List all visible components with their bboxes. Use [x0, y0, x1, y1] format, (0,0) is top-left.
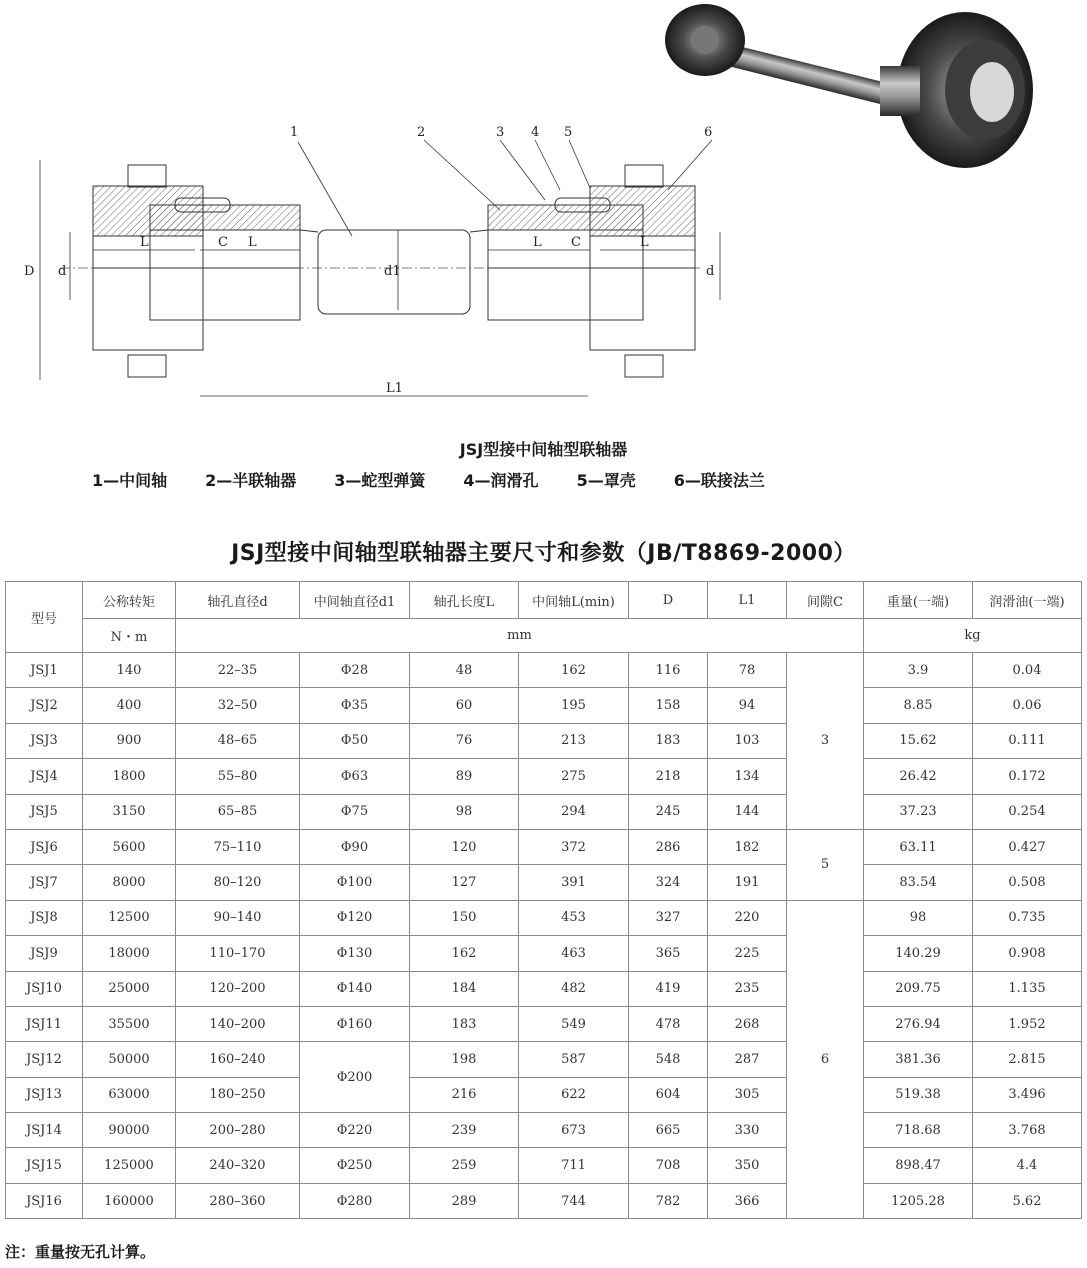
cell-oil: 2.815	[973, 1042, 1082, 1077]
cell-torque: 25000	[83, 971, 176, 1006]
cell-shaft-dia: Φ160	[300, 1006, 410, 1041]
cell-bore-length: 183	[410, 1006, 519, 1041]
cell-oil: 0.908	[973, 936, 1082, 971]
table-row	[6, 1077, 1082, 1112]
cell-D: 245	[629, 794, 708, 829]
cell-torque: 63000	[83, 1077, 176, 1112]
cell-model: JSJ16	[6, 1183, 83, 1218]
cell-oil: 4.4	[973, 1148, 1082, 1183]
cell-model: JSJ2	[6, 688, 83, 723]
cell-D: 665	[629, 1113, 708, 1148]
dim-L-left: L	[140, 235, 149, 250]
cell-shaft-length: 587	[519, 1042, 629, 1077]
header-gap: 间隙C	[787, 582, 864, 619]
cell-gap: 3	[787, 653, 864, 830]
cell-shaft-length: 213	[519, 723, 629, 758]
cell-oil: 0.427	[973, 829, 1082, 864]
cell-model: JSJ4	[6, 759, 83, 794]
cell-model: JSJ15	[6, 1148, 83, 1183]
table-row	[6, 688, 1082, 723]
cell-model: JSJ12	[6, 1042, 83, 1077]
table-row	[6, 1148, 1082, 1183]
cell-D: 218	[629, 759, 708, 794]
table-row	[6, 794, 1082, 829]
cell-torque: 3150	[83, 794, 176, 829]
cell-L1: 305	[708, 1077, 787, 1112]
header-oil: 润滑油(一端)	[973, 582, 1082, 619]
part-3-label: 3	[496, 125, 505, 140]
cell-shaft-length: 275	[519, 759, 629, 794]
table-title: JSJ型接中间轴型联轴器主要尺寸和参数（JB/T8869-2000）	[231, 541, 856, 566]
cell-shaft-dia: Φ120	[300, 900, 410, 935]
cell-shaft-dia: Φ100	[300, 865, 410, 900]
cell-oil: 0.04	[973, 653, 1082, 688]
cell-shaft-length: 622	[519, 1077, 629, 1112]
cell-model: JSJ11	[6, 1006, 83, 1041]
cell-bore: 90–140	[176, 900, 300, 935]
cell-model: JSJ10	[6, 971, 83, 1006]
cell-torque: 160000	[83, 1183, 176, 1218]
cell-D: 548	[629, 1042, 708, 1077]
table-row	[6, 971, 1082, 1006]
cell-bore: 240–320	[176, 1148, 300, 1183]
cell-shaft-dia: Φ280	[300, 1183, 410, 1218]
cell-gap: 6	[787, 900, 864, 1219]
cell-D: 183	[629, 723, 708, 758]
cell-bore-length: 289	[410, 1183, 519, 1218]
cell-L1: 268	[708, 1006, 787, 1041]
cell-oil: 1.135	[973, 971, 1082, 1006]
table-row	[6, 653, 1082, 688]
part-number-labels	[290, 125, 712, 140]
cell-D: 158	[629, 688, 708, 723]
dim-L1: L1	[386, 381, 403, 396]
cell-bore: 75–110	[176, 829, 300, 864]
cell-weight: 26.42	[864, 759, 973, 794]
table-row	[6, 1113, 1082, 1148]
coupling-drawing	[0, 0, 1087, 430]
cell-shaft-dia: Φ90	[300, 829, 410, 864]
dim-C-left: C	[218, 235, 228, 250]
cell-weight: 898.47	[864, 1148, 973, 1183]
cell-bore-length: 184	[410, 971, 519, 1006]
cell-model: JSJ3	[6, 723, 83, 758]
cell-D: 782	[629, 1183, 708, 1218]
spec-table	[5, 581, 1082, 1219]
cell-weight: 8.85	[864, 688, 973, 723]
legend-item: 4—润滑孔	[463, 471, 539, 490]
cell-bore-length: 216	[410, 1077, 519, 1112]
cell-L1: 235	[708, 971, 787, 1006]
cell-bore: 140–200	[176, 1006, 300, 1041]
cell-weight: 83.54	[864, 865, 973, 900]
product-photo	[665, 4, 1033, 168]
unit-kg: kg	[864, 619, 1082, 653]
dim-d1: d1	[384, 264, 401, 279]
cell-oil: 0.172	[973, 759, 1082, 794]
cell-shaft-length: 711	[519, 1148, 629, 1183]
cell-oil: 1.952	[973, 1006, 1082, 1041]
cell-bore-length: 76	[410, 723, 519, 758]
cell-weight: 276.94	[864, 1006, 973, 1041]
legend-item: 2—半联轴器	[205, 471, 297, 490]
table-row	[6, 936, 1082, 971]
cell-bore: 280–360	[176, 1183, 300, 1218]
unit-mm: mm	[176, 619, 864, 653]
table-row	[6, 900, 1082, 935]
cell-model: JSJ5	[6, 794, 83, 829]
header-torque: 公称转矩	[83, 582, 176, 619]
dim-L-right2: L	[640, 235, 649, 250]
cell-bore: 110–170	[176, 936, 300, 971]
cell-bore-length: 239	[410, 1113, 519, 1148]
cell-torque: 125000	[83, 1148, 176, 1183]
cell-bore-length: 198	[410, 1042, 519, 1077]
cell-model: JSJ8	[6, 900, 83, 935]
cell-D: 708	[629, 1148, 708, 1183]
cell-shaft-dia: Φ35	[300, 688, 410, 723]
cell-model: JSJ7	[6, 865, 83, 900]
cell-L1: 287	[708, 1042, 787, 1077]
cell-bore: 160–240	[176, 1042, 300, 1077]
table-row	[6, 723, 1082, 758]
cell-L1: 366	[708, 1183, 787, 1218]
cell-oil: 0.111	[973, 723, 1082, 758]
cell-weight: 15.62	[864, 723, 973, 758]
table-row	[6, 1183, 1082, 1218]
header-shaft-length: 中间轴L(min)	[519, 582, 629, 619]
cell-shaft-dia: Φ140	[300, 971, 410, 1006]
cell-L1: 182	[708, 829, 787, 864]
cell-bore-length: 89	[410, 759, 519, 794]
cell-D: 478	[629, 1006, 708, 1041]
cell-L1: 220	[708, 900, 787, 935]
cell-bore-length: 60	[410, 688, 519, 723]
cell-torque: 5600	[83, 829, 176, 864]
cell-weight: 3.9	[864, 653, 973, 688]
cell-D: 327	[629, 900, 708, 935]
cell-oil: 3.496	[973, 1077, 1082, 1112]
cell-bore: 48–65	[176, 723, 300, 758]
cell-L1: 103	[708, 723, 787, 758]
part-5-label: 5	[564, 125, 573, 140]
cell-oil: 5.62	[973, 1183, 1082, 1218]
cell-bore-length: 259	[410, 1148, 519, 1183]
cell-L1: 330	[708, 1113, 787, 1148]
header-bore-length: 轴孔长度L	[410, 582, 519, 619]
cell-shaft-length: 294	[519, 794, 629, 829]
legend-item: 6—联接法兰	[673, 471, 765, 490]
cell-bore-length: 48	[410, 653, 519, 688]
header-weight: 重量(一端)	[864, 582, 973, 619]
part-6-label: 6	[704, 125, 713, 140]
cell-weight: 718.68	[864, 1113, 973, 1148]
part-1-label: 1	[290, 125, 299, 140]
cell-torque: 1800	[83, 759, 176, 794]
legend-item: 5—罩壳	[576, 471, 636, 490]
cell-shaft-length: 162	[519, 653, 629, 688]
cell-L1: 191	[708, 865, 787, 900]
cell-D: 604	[629, 1077, 708, 1112]
cell-weight: 209.75	[864, 971, 973, 1006]
cell-weight: 519.38	[864, 1077, 973, 1112]
cell-shaft-dia: Φ220	[300, 1113, 410, 1148]
cell-shaft-length: 463	[519, 936, 629, 971]
cell-D: 286	[629, 829, 708, 864]
cell-torque: 12500	[83, 900, 176, 935]
right-half-coupling	[488, 165, 695, 377]
header-shaft-dia: 中间轴直径d1	[300, 582, 410, 619]
cell-oil: 0.254	[973, 794, 1082, 829]
cell-shaft-length: 453	[519, 900, 629, 935]
dim-D: D	[24, 264, 35, 279]
cell-model: JSJ14	[6, 1113, 83, 1148]
cell-weight: 381.36	[864, 1042, 973, 1077]
cell-L1: 134	[708, 759, 787, 794]
cell-bore-length: 120	[410, 829, 519, 864]
cell-L1: 350	[708, 1148, 787, 1183]
cell-shaft-dia: Φ28	[300, 653, 410, 688]
cell-shaft-dia: Φ130	[300, 936, 410, 971]
cell-torque: 400	[83, 688, 176, 723]
cell-shaft-length: 391	[519, 865, 629, 900]
cell-bore: 120–200	[176, 971, 300, 1006]
cell-shaft-dia: Φ75	[300, 794, 410, 829]
cell-bore-length: 98	[410, 794, 519, 829]
cell-weight: 140.29	[864, 936, 973, 971]
header-D: D	[629, 582, 708, 619]
cell-bore-length: 127	[410, 865, 519, 900]
dim-L-right: L	[533, 235, 542, 250]
cell-bore: 22–35	[176, 653, 300, 688]
cell-torque: 18000	[83, 936, 176, 971]
cell-L1: 225	[708, 936, 787, 971]
cell-torque: 140	[83, 653, 176, 688]
cell-weight: 63.11	[864, 829, 973, 864]
cell-shaft-dia: Φ50	[300, 723, 410, 758]
cell-oil: 3.768	[973, 1113, 1082, 1148]
cell-model: JSJ9	[6, 936, 83, 971]
cell-oil: 0.508	[973, 865, 1082, 900]
cell-shaft-length: 744	[519, 1183, 629, 1218]
part-2-label: 2	[417, 125, 426, 140]
cell-gap: 5	[787, 829, 864, 900]
cell-weight: 98	[864, 900, 973, 935]
cell-bore: 65–85	[176, 794, 300, 829]
parts-legend	[92, 468, 803, 491]
cell-shaft-dia: Φ200	[300, 1042, 410, 1113]
table-row	[6, 759, 1082, 794]
dim-d-right: d	[706, 264, 715, 279]
cell-shaft-length: 372	[519, 829, 629, 864]
table-row	[6, 865, 1082, 900]
cell-shaft-dia: Φ63	[300, 759, 410, 794]
part-4-label: 4	[531, 125, 540, 140]
header-L1: L1	[708, 582, 787, 619]
cell-D: 365	[629, 936, 708, 971]
cell-model: JSJ13	[6, 1077, 83, 1112]
cell-torque: 90000	[83, 1113, 176, 1148]
left-half-coupling	[93, 165, 300, 377]
cell-weight: 1205.28	[864, 1183, 973, 1218]
cell-torque: 50000	[83, 1042, 176, 1077]
cell-torque: 35500	[83, 1006, 176, 1041]
cell-L1: 144	[708, 794, 787, 829]
cell-bore-length: 150	[410, 900, 519, 935]
cell-shaft-length: 673	[519, 1113, 629, 1148]
header-bore: 轴孔直径d	[176, 582, 300, 619]
cell-D: 419	[629, 971, 708, 1006]
legend-item: 3—蛇型弹簧	[334, 471, 426, 490]
cell-L1: 94	[708, 688, 787, 723]
legend-item: 1—中间轴	[92, 471, 168, 490]
cell-oil: 0.735	[973, 900, 1082, 935]
cell-bore-length: 162	[410, 936, 519, 971]
cell-bore: 80–120	[176, 865, 300, 900]
cell-oil: 0.06	[973, 688, 1082, 723]
cell-bore: 180–250	[176, 1077, 300, 1112]
drawing-caption: JSJ型接中间轴型联轴器	[459, 440, 628, 459]
cell-bore: 32–50	[176, 688, 300, 723]
cell-model: JSJ6	[6, 829, 83, 864]
cell-weight: 37.23	[864, 794, 973, 829]
table-row	[6, 1006, 1082, 1041]
cell-model: JSJ1	[6, 653, 83, 688]
cell-bore: 200–280	[176, 1113, 300, 1148]
footnote: 注：重量按无孔计算。	[5, 1243, 156, 1261]
table-row	[6, 1042, 1082, 1077]
cell-shaft-length: 195	[519, 688, 629, 723]
cell-shaft-length: 549	[519, 1006, 629, 1041]
cell-D: 116	[629, 653, 708, 688]
dim-d-left: d	[58, 264, 67, 279]
cell-bore: 55–80	[176, 759, 300, 794]
cell-torque: 8000	[83, 865, 176, 900]
cell-shaft-dia: Φ250	[300, 1148, 410, 1183]
dim-L-left2: L	[248, 235, 257, 250]
cell-torque: 900	[83, 723, 176, 758]
header-model: 型号	[6, 582, 83, 653]
unit-torque: N・m	[83, 619, 176, 653]
table-row	[6, 829, 1082, 864]
cell-D: 324	[629, 865, 708, 900]
cell-shaft-length: 482	[519, 971, 629, 1006]
cell-L1: 78	[708, 653, 787, 688]
dim-C-right: C	[571, 235, 581, 250]
